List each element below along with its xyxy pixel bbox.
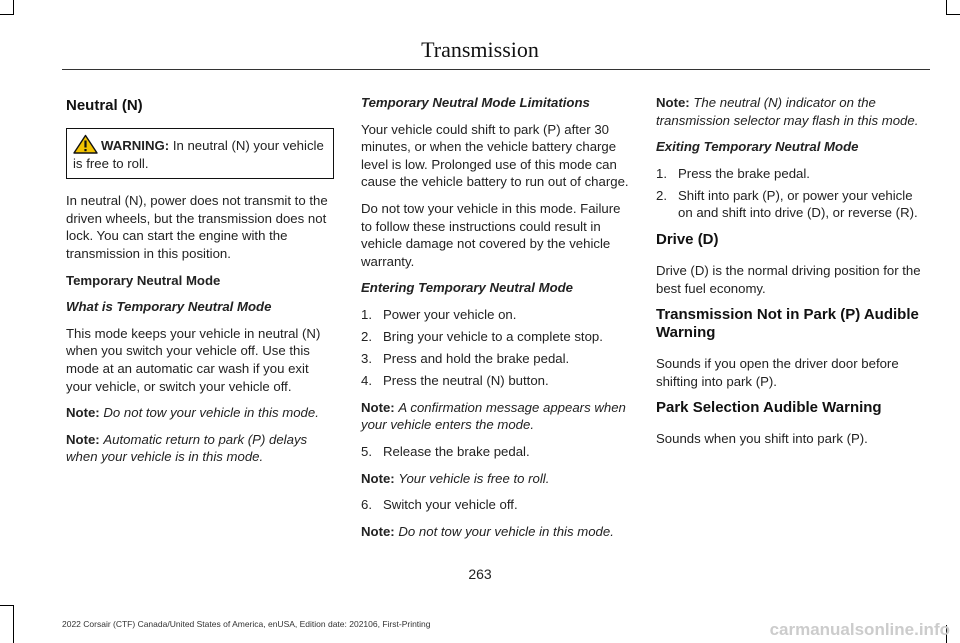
steps-list	[361, 496, 629, 514]
note-text: Do not tow your vehicle in this mode.	[398, 523, 614, 539]
warning-label: WARNING:	[101, 138, 170, 153]
crop-mark	[946, 0, 947, 15]
warning-box	[66, 128, 334, 179]
list-item: 5. Release the brake pedal.	[361, 444, 530, 459]
paragraph: Sounds when you shift into park (P).	[656, 431, 868, 447]
note-label: Note:	[361, 399, 395, 415]
edition-footer: 2022 Corsair (CTF) Canada/United States of America, enUSA, Edition date: 202106, First-Printing	[62, 619, 431, 629]
list-item: 1. Press the brake pedal.	[656, 165, 810, 181]
crop-mark	[0, 605, 13, 606]
section-heading-entering: Entering Temporary Neutral Mode	[361, 280, 574, 296]
note-label: Note:	[656, 95, 690, 110]
note-text: The neutral (N) indicator on the transmission selector may flash in this mode.	[656, 95, 919, 128]
section-heading-exiting: Exiting Temporary Neutral Mode	[656, 139, 859, 155]
crop-mark	[13, 605, 14, 643]
paragraph: Do not tow your vehicle in this mode. Failure to follow these instructions could result in vehicle damage not covered by the vehicle warranty.	[361, 200, 621, 269]
note-label: Note:	[361, 470, 395, 486]
note	[66, 431, 334, 466]
note	[361, 470, 629, 488]
crop-mark	[947, 14, 960, 15]
note-text: A confirmation message appears when your vehicle enters the mode.	[361, 399, 626, 433]
header-divider	[62, 69, 930, 70]
section-heading-limitations: Temporary Neutral Mode Limitations	[361, 95, 590, 110]
paragraph: Sounds if you open the driver door before shifting into park (P).	[656, 356, 899, 389]
list-item: 3. Press and hold the brake pedal.	[361, 351, 570, 367]
note	[66, 404, 334, 422]
column-left	[66, 94, 334, 475]
note	[361, 399, 629, 434]
note-label: Note:	[66, 431, 100, 447]
watermark: carmanualsonline.info	[769, 620, 950, 639]
paragraph: This mode keeps your vehicle in neutral (N) when you switch your vehicle off. Use this mode at an automatic car wash if you exit your vehicle, or switch your vehicle off.	[66, 325, 321, 394]
note-text: Your vehicle is free to roll.	[398, 470, 550, 486]
paragraph: In neutral (N), power does not transmit to the driven wheels, but the transmission does not lock. You can start the engine with the transmission in this position.	[66, 193, 328, 261]
paragraph: Drive (D) is the normal driving position for the best fuel economy.	[656, 263, 921, 296]
note-label: Note:	[66, 405, 100, 421]
note-text: Do not tow your vehicle in this mode.	[103, 405, 319, 421]
column-right	[656, 94, 924, 457]
section-heading-park-selection: Park Selection Audible Warning	[656, 399, 882, 417]
list-item: 2. Shift into park (P), or power your vehicle on and shift into drive (D), or reverse (R).	[656, 187, 918, 221]
section-heading-drive: Drive (D)	[656, 231, 719, 249]
subheading-italic: What is Temporary Neutral Mode	[66, 299, 272, 315]
section-heading-neutral: Neutral (N)	[66, 97, 143, 114]
section-heading-not-in-park: Transmission Not in Park (P) Audible Warning	[656, 306, 919, 342]
page-number: 263	[468, 566, 492, 582]
warning-triangle-icon	[73, 134, 98, 154]
list-item: 1. Power your vehicle on.	[361, 306, 517, 322]
steps-list	[361, 443, 629, 461]
crop-mark	[13, 0, 14, 15]
paragraph: Your vehicle could shift to park (P) after 30 minutes, or when the vehicle battery charge level is low. Prolonged use of this mode can cause the vehicle battery to run out of charge.	[361, 121, 629, 190]
note	[656, 94, 924, 129]
note-text: Automatic return to park (P) delays when your vehicle is in this mode.	[66, 431, 308, 465]
list-item: 4. Press the neutral (N) button.	[361, 373, 549, 389]
note	[361, 523, 629, 541]
steps-list	[361, 306, 629, 390]
list-item: 2. Bring your vehicle to a complete stop.	[361, 329, 603, 345]
warning-text: In neutral (N) your vehicle is free to roll.	[73, 138, 324, 171]
subheading: Temporary Neutral Mode	[66, 272, 221, 288]
page-title: Transmission	[421, 37, 539, 62]
note-label: Note:	[361, 523, 395, 539]
list-item: 6. Switch your vehicle off.	[361, 497, 518, 513]
column-middle	[361, 94, 629, 549]
steps-list	[656, 165, 924, 222]
crop-mark	[0, 14, 13, 15]
